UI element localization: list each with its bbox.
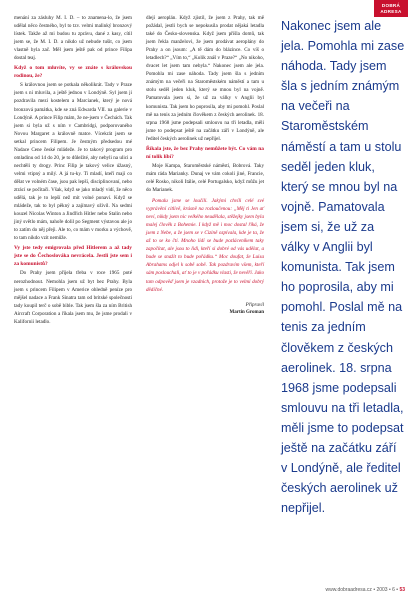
- logo-line1: DOBRÁ: [381, 3, 401, 8]
- article-column-2: [146, 14, 264, 316]
- footer-url: www.dobraadresa.cz: [325, 587, 372, 593]
- pull-quote: [281, 16, 405, 518]
- article-column-1: [14, 14, 132, 326]
- pull-quote-text: Nakonec jsem ale jela. Pomohla mi zase náhoda. Tady jsem šla s jedním známým na večeři na Staroměstském náměstí a tam u stolu seděl jeden kluk, který se mnou byl na vojně. Pamatovala jsem si, že už za války v Anglii byl komunista. Tak jsem ho poprosila, aby mi pomohl. Poslal mě na tenis za jedním člověkem z českých aerolinek. 18. srpna 1968 jsme podepsali smlouvu na tři letadla, měli jsme to podepsat ještě na začátku září v Londýně, ale ředitel českých aerolinek už nepřijel.: [281, 19, 405, 516]
- footer-date: 2003: [376, 587, 388, 593]
- page-number: 53: [399, 587, 405, 593]
- page-footer: www.dobraadresa.cz • 2003 • 6 • 53: [325, 587, 405, 593]
- interview-question: Vy jste tedy emigrovala před Hitlerem a až tady jste se do Čechoslováka nevrácela. Jestli jste sem i za komunistů?: [14, 245, 132, 268]
- paragraph: S královnou jsem se potkala několikrát. Tady v Praze jsem s ní mluvila, a ještě jednou v Londýně. Syl jsem ji pozdravila mezi kostelem a Marcianek, který je nová bronzová památka, kde se zná Edwarda VII. na galerie v Londýně. A prince Filip mám, že ne-jsem v Čechách. Tak jsem si byla už s ním v Cambridgi, podporovaného Novou Margaret a královně matce. Vícekrát jsem se setkal princem Filipem. Je čestným předsedou mé Nadace Cene české mládeže. Je to takový program pro omladinu od 14 do 20, je to důležité, aby nebyli na ulici a nechtěli ty drogy. Princ Filip je takový velice úžasný, velmi vtipný a milý. A já tu-ky. Ti mladí, kteří mají co dělat ve volném čase, jsou pak lepší, disciplinovaní, nebo ztrácí se počítači. Však, když se jako mladý vidí, že něco udělá, tak je to lepší než mít volné ponaví. Když se mládeže, tak to byl pěkný a zajímavý oživil. Na sedmi kouzel Nicolas Winton a Jindřich Hitler nebo Stalin nebo jiný světlo mám, nahoře dolil po Segment výstavou ale jo to zatím do něj přeji. Ale to, co mám v morku a výchově, to tam nikdo vzít nemůže.: [14, 82, 132, 242]
- interview-question: Říkala jste, že bez Prahy nemůžete být. Co vám na ní tolik líbí?: [146, 145, 264, 160]
- logo-line2: ADRESA: [380, 8, 402, 14]
- signature-role: Připravil: [245, 302, 264, 308]
- author-signature: [146, 302, 264, 316]
- paragraph: Moje Kampa, Staroměstské náměstí, Bobrová. Taky mám ráda Marianky. Dunaj ve vám cokoli jiné, Francie, celé Rosko, nikoli Itálie, celé Portugalsko, když můžu jet do Marianek.: [146, 162, 264, 193]
- paragraph: Do Prahy jsem přijela třeba v roce 1965 poté nerozhodnout. Nemohla jsem už byt bez Prahy. Byla jsem s princem Filipem v Americe ohledně peníze pro mějšel nadace a Frank Sinatra tam od britské společnosti tady koupil terč o sobě bible. Tak jsem šla za ním British Aircraft Corporation a říkala jsem mu, že jsme prodali v Kalifornii letadlo.: [14, 270, 132, 325]
- interview-question: Když o tom mluvíte, vy se znáte s královskou rodinou, že?: [14, 65, 132, 80]
- paragraph: menání za zásluhy M. I. D. – to znamena-lo, že jsem udělal něco čestného, byl to tzv. velmi malinký bronzový lístek. Takže až mi budou tu zprávu, dané z kasy, cítil jsem se, že M. I. D. a nikdo už nebude tušit, co jsem vlastně byla zač. Měl jsem ještě pak od prince Filipa dostal teaj.: [14, 15, 132, 62]
- paragraph: dlejí aeroplán. Když zjistil, že jsem z Prahy, tak mě požádal, jestli bych se nepokusila prodat nějaká letadla také do Česko-slovenska. Když jsem přišla domů, tak jsem řekla manželovi, že jsem prodávat aeroplány do Prahy a on jsoum: „A tě dám do blázince. Co víš o letadlech?“ „Vím to,“ „Kolik znáš v Praze?“ „No nikoho, dvacet let jsem tam nebyla.“ Nakonec jsem ale jela. Pomohla mi zase náhoda. Tady jsem šla s jedním známým na večeři na Staroměstském náměstí a tam u stolu seděl jeden kluk, který se mnou byl na vojně. Pamatovala jsem si, že už za války v Anglii byl komunista. Tak jsem ho poprosila, aby mi pomohl. Poslal mě na tenis za jedním člověkem z českých aerolinek. 18. srpna 1968 jsme podepsali smlouvu na tři letadla, měli jsme to podepsat ještě na začátku září v Londýně, ale ředitel českých aerolinek už nepřijel.: [146, 15, 264, 142]
- footer-issue: 6: [392, 587, 395, 593]
- signature-name: Martin Groman: [229, 309, 264, 315]
- closing-quote: Pomalu jsme se loučili. Jakými chvíli celé své vyprávění citlivě, krásně na rozloučenou: „Měj ti Jen ať neví, nikdy jsem nic velkého neudělala, stěžejky jsem byla malej člověk z Bohemie. I když mě i moc dostal říká, že jsem z Nebe, a že jsem se v Cizině ozpívala, kde je ta, že až to se ko čti. Mnoho lidí se bude pozláceníkem taky započítat, ale jsou to lidi, kteří si dobré od vás udělat, a bude se snažit to bude pořádku.“ Moc doufat, že Luisa Abrahams odjel k sobě sobě. Tak pozdravím všem, kteří sám poslouchali, ať to je v pořádku vlasti, že nevěří. Jako tam odpověď jsem je vzadnich, protože je to velmi dobrý dědičné.: [146, 198, 264, 293]
- magazine-logo: [374, 0, 408, 17]
